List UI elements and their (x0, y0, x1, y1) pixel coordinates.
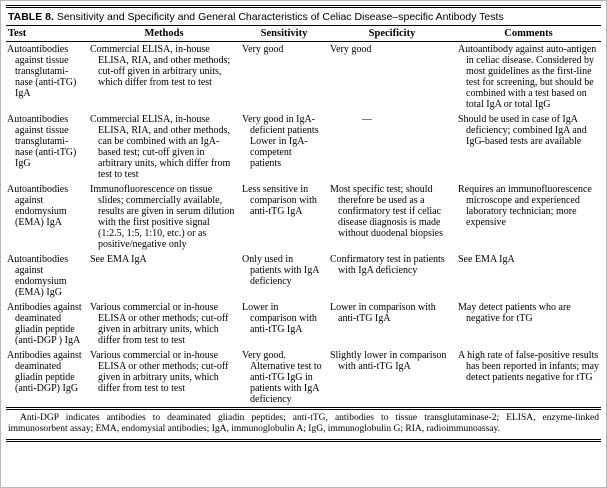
cell-methods: Various commercial or in-house ELISA or other methods; cut-off given in arbitrary units, which differ from test to test (90, 302, 229, 346)
column-header-test: Test (6, 26, 88, 42)
table-row (6, 42, 601, 113)
table-number: TABLE 8. (8, 11, 54, 23)
cell-methods: Commercial ELISA, in-house ELISA, RIA, and other methods, can be combined with an IgA-based test; cut-off given in arbitrary units, which differ from test to test (90, 114, 231, 180)
table-row (6, 252, 601, 300)
cell-specificity: Confirmatory test in patients with IgA deficiency (330, 254, 445, 276)
cell-methods: Commercial ELISA, in-house ELISA, RIA, and other methods; cut-off given in arbitrary units, which differ from test to test (90, 44, 231, 88)
cell-comments: Autoantibody against auto-antigen in celiac disease. Considered by most guidelines as the first-line test for screening, but should be combined with a test based on total IgA or total IgG (458, 44, 597, 110)
table-row (6, 182, 601, 252)
table-title (6, 8, 601, 26)
footnote-text: Anti-DGP indicates antibodies to deaminated gliadin peptides; anti-tTG, antibodies to tissue transglutaminase-2; ELISA, enzyme-linked immunosorbent assay; EMA, endomysial antibodies; IgA, immunoglobulin A; IgG, immunoglobulin G; RIA, radioimmunoassay. (8, 413, 599, 434)
cell-sensitivity: Very good. Alternative test to anti-tTG IgG in patients with IgA deficiency (242, 350, 322, 405)
cell-comments: Requires an immunofluorescence microscope and experienced laboratory technician; more expensive (458, 184, 592, 228)
cell-methods: Various commercial or in-house ELISA or other methods; cut-off given in arbitrary units, which differ from test to test (90, 350, 229, 394)
cell-sensitivity: Very good in IgA-deficient patients Lower in IgA-competent patients (242, 114, 319, 169)
cell-sensitivity: Only used in patients with IgA deficiency (242, 254, 319, 287)
cell-specificity: Slightly lower in comparison with anti-tTG IgA (330, 350, 447, 372)
column-header-methods: Methods (88, 26, 240, 42)
cell-test: Autoantibodies against tissue transglutami-nase (anti-tTG) IgA (7, 44, 77, 99)
table-row (6, 112, 601, 182)
cell-comments: May detect patients who are negative for tTG (458, 302, 571, 324)
table-caption: Sensitivity and Specificity and General Characteristics of Celiac Disease–specific Antibody Tests (56, 11, 504, 23)
column-header-sensitivity: Sensitivity (240, 26, 328, 42)
cell-test: Antibodies against deaminated gliadin peptide (anti-DGP ) IgA (7, 302, 82, 346)
column-header-comments: Comments (456, 26, 601, 42)
bottom-rule (6, 439, 601, 442)
cell-comments: Should be used in case of IgA deficiency; combined IgA and IgG-based tests are available (458, 114, 587, 147)
cell-test: Autoantibodies against endomysium (EMA) IgG (7, 254, 69, 298)
table-row (6, 300, 601, 348)
column-header-specificity: Specificity (328, 26, 456, 42)
cell-specificity: Most specific test; should therefore be used as a confirmatory test if celiac disease diagnosis is made without duodenal biopsies (330, 184, 443, 239)
cell-test: Antibodies against deaminated gliadin peptide (anti-DGP) IgG (7, 350, 82, 394)
header-row (6, 26, 601, 42)
cell-comments: A high rate of false-positive results has been reported in infants; may detect patients negative for tTG (458, 350, 600, 383)
cell-methods: See EMA IgA (90, 254, 147, 265)
cell-methods: Immunofluorescence on tissue slides; commercially available, results are given in serum dilution with the first positive signal (1:2.5, 1:5, 1:10, etc.) or as positive/negative only (90, 184, 235, 250)
antibody-tests-table (6, 26, 601, 407)
cell-test: Autoantibodies against tissue transglutami-nase (anti-tTG) IgG (7, 114, 77, 169)
cell-specificity: — (362, 114, 372, 125)
cell-specificity: Very good (330, 44, 372, 55)
cell-test: Autoantibodies against endomysium (EMA) IgA (7, 184, 69, 228)
table-row (6, 348, 601, 407)
cell-sensitivity: Very good (242, 44, 284, 55)
cell-sensitivity: Lower in comparison with anti-tTG IgA (242, 302, 317, 335)
cell-comments: See EMA IgA (458, 254, 515, 265)
table-footnote (6, 410, 601, 439)
cell-specificity: Lower in comparison with anti-tTG IgA (330, 302, 436, 324)
cell-sensitivity: Less sensitive in comparison with anti-tTG IgA (242, 184, 317, 217)
